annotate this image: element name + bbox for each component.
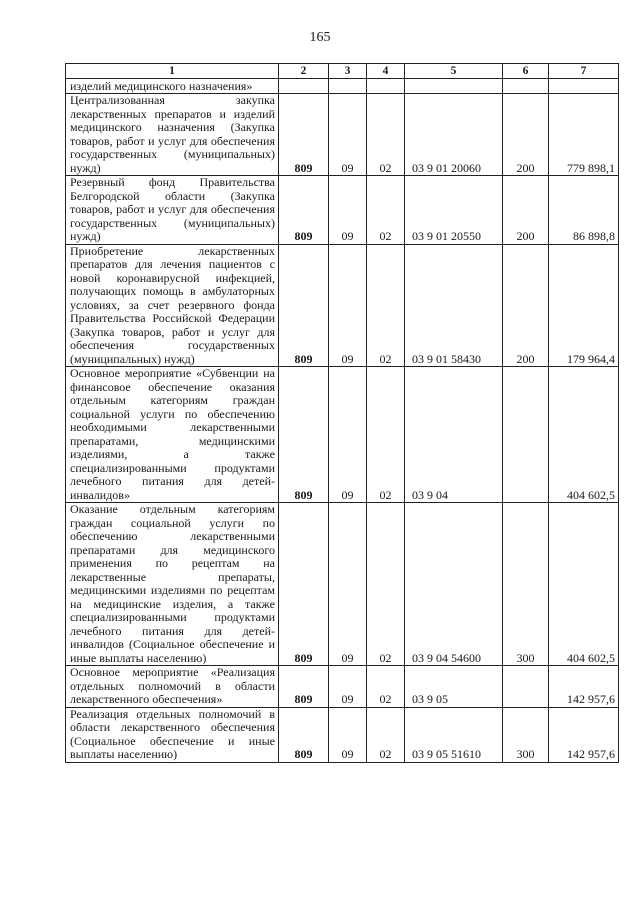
empty-cell — [405, 79, 503, 94]
page-number: 165 — [309, 30, 331, 45]
header-col-5: 5 — [405, 64, 503, 79]
header-col-3: 3 — [329, 64, 367, 79]
empty-cell — [503, 79, 549, 94]
row-type — [503, 666, 549, 708]
row-target: 03 9 05 — [405, 666, 503, 708]
row-section: 09 — [329, 94, 367, 176]
row-target: 03 9 01 20060 — [405, 94, 503, 176]
table-row-continuation — [66, 79, 619, 94]
continuation-text: изделий медицинского назначения» — [66, 79, 279, 94]
row-amount: 142 957,6 — [549, 666, 619, 708]
table-row — [66, 94, 619, 176]
row-subsection: 02 — [367, 176, 405, 245]
row-ministry: 809 — [279, 367, 329, 503]
table-row — [66, 244, 619, 367]
row-amount: 179 964,4 — [549, 244, 619, 367]
row-section: 09 — [329, 367, 367, 503]
header-col-1: 1 — [66, 64, 279, 79]
header-col-4: 4 — [367, 64, 405, 79]
row-amount: 86 898,8 — [549, 176, 619, 245]
row-subsection: 02 — [367, 503, 405, 666]
row-subsection: 02 — [367, 367, 405, 503]
empty-cell — [549, 79, 619, 94]
row-ministry: 809 — [279, 503, 329, 666]
row-target: 03 9 01 58430 — [405, 244, 503, 367]
row-target: 03 9 04 54600 — [405, 503, 503, 666]
row-subsection: 02 — [367, 666, 405, 708]
empty-cell — [367, 79, 405, 94]
row-section: 09 — [329, 176, 367, 245]
row-name: Оказание отдельным категориям граждан социальной услуги по обеспечению лекарственными препаратами для медицинского применения по рецептам на лекарственные препараты, медицинскими изделиями по рецептам на медицинские изделия, а также специализированными продуктами лечебного питания для детей-инвалидов (Социальное обеспечение и иные выплаты населению) — [66, 503, 279, 666]
table-row — [66, 176, 619, 245]
table-header-row — [66, 64, 619, 79]
row-section: 09 — [329, 503, 367, 666]
table-row — [66, 666, 619, 708]
row-type: 300 — [503, 707, 549, 762]
row-name: Резервный фонд Правительства Белгородской области (Закупка товаров, работ и услуг для обеспечения государственных (муниципальных) нужд) — [66, 176, 279, 245]
row-amount: 779 898,1 — [549, 94, 619, 176]
row-type: 200 — [503, 244, 549, 367]
row-target: 03 9 04 — [405, 367, 503, 503]
row-name: Основное мероприятие «Субвенции на финансовое обеспечение оказания отдельным категориям граждан социальной услуги по обеспечению необходимыми лекарственными препаратами, медицинскими изделиями, а также специализированными продуктами лечебного питания для детей-инвалидов» — [66, 367, 279, 503]
header-col-6: 6 — [503, 64, 549, 79]
table-row — [66, 707, 619, 762]
row-type: 200 — [503, 176, 549, 245]
row-type — [503, 367, 549, 503]
row-subsection: 02 — [367, 707, 405, 762]
row-section: 09 — [329, 666, 367, 708]
row-subsection: 02 — [367, 94, 405, 176]
row-ministry: 809 — [279, 707, 329, 762]
row-name: Приобретение лекарственных препаратов для лечения пациентов с новой коронавирусной инфекцией, получающих помощь в амбулаторных условиях, за счет резервного фонда Правительства Российской Федерации (Закупка товаров, работ и услуг для обеспечения государственных (муниципальных) нужд) — [66, 244, 279, 367]
empty-cell — [279, 79, 329, 94]
empty-cell — [329, 79, 367, 94]
row-type: 300 — [503, 503, 549, 666]
budget-table — [65, 63, 619, 763]
row-section: 09 — [329, 707, 367, 762]
row-name: Централизованная закупка лекарственных препаратов и изделий медицинского назначения (Закупка товаров, работ и услуг для обеспечения государственных (муниципальных) нужд) — [66, 94, 279, 176]
row-ministry: 809 — [279, 176, 329, 245]
row-target: 03 9 01 20550 — [405, 176, 503, 245]
row-ministry: 809 — [279, 244, 329, 367]
row-amount: 142 957,6 — [549, 707, 619, 762]
row-name: Основное мероприятие «Реализация отдельных полномочий в области лекарственного обеспечения» — [66, 666, 279, 708]
row-target: 03 9 05 51610 — [405, 707, 503, 762]
header-col-2: 2 — [279, 64, 329, 79]
table-row — [66, 503, 619, 666]
row-ministry: 809 — [279, 666, 329, 708]
row-ministry: 809 — [279, 94, 329, 176]
table-row — [66, 367, 619, 503]
row-amount: 404 602,5 — [549, 503, 619, 666]
row-subsection: 02 — [367, 244, 405, 367]
row-section: 09 — [329, 244, 367, 367]
row-amount: 404 602,5 — [549, 367, 619, 503]
header-col-7: 7 — [549, 64, 619, 79]
row-type: 200 — [503, 94, 549, 176]
row-name: Реализация отдельных полномочий в области лекарственного обеспечения (Социальное обеспечение и иные выплаты населению) — [66, 707, 279, 762]
